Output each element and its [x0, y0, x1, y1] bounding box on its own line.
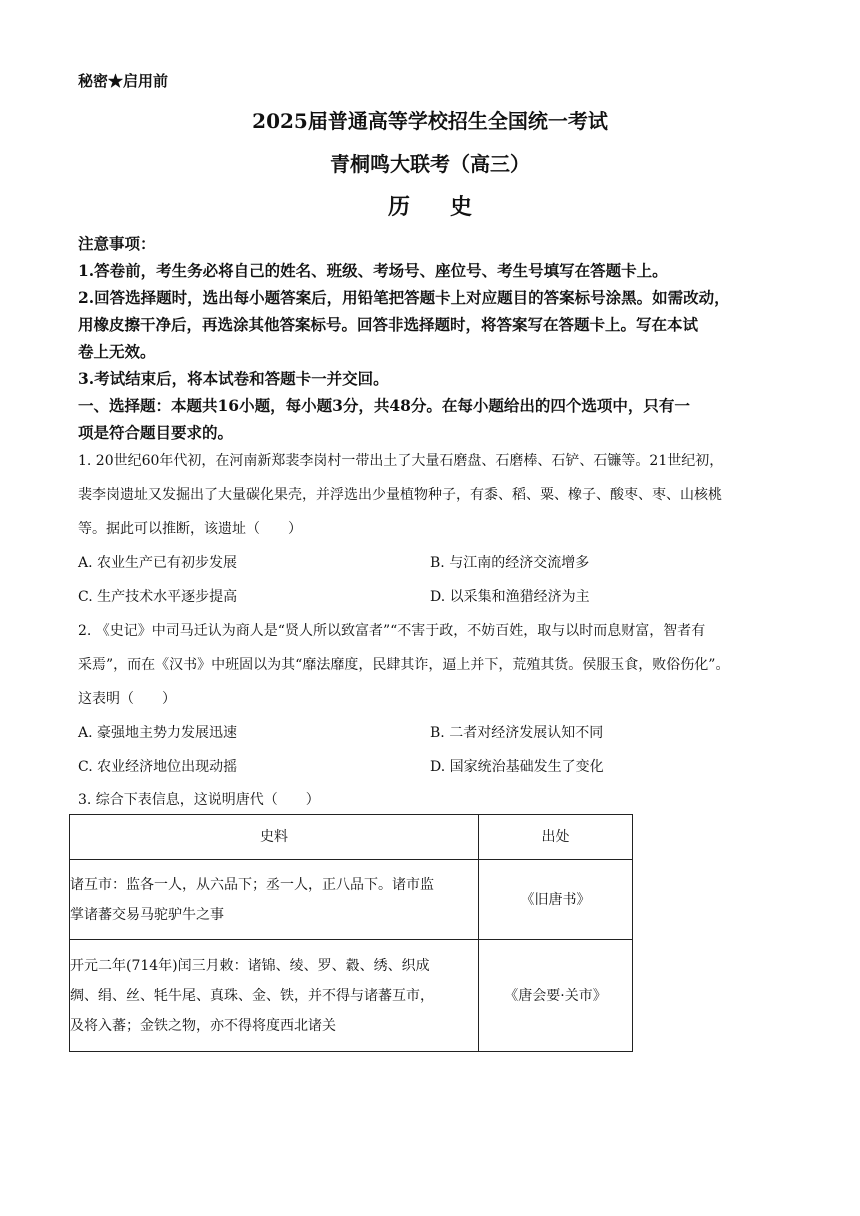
subject-title: 历史	[387, 194, 512, 220]
row2-text-line-3: 及将入蕃；金铁之物，亦不得将度西北诸关	[70, 1017, 336, 1034]
table-cell-source-text	[70, 940, 479, 1052]
q1-stem-line-2: 裴李岗遗址又发掘出了大量碳化果壳，并浮选出少量植物种子，有黍、稻、粟、橡子、酸枣、枣、山核桃	[78, 487, 722, 503]
table-cell-origin: 《旧唐书》	[479, 860, 633, 940]
note-2-line-3: 卷上无效。	[78, 342, 156, 361]
table-row	[70, 940, 633, 1052]
source-table	[69, 814, 633, 1052]
q3-stem: 3. 综合下表信息，这说明唐代（ ）	[78, 792, 320, 808]
table-cell-source-text	[70, 860, 479, 940]
notes-heading: 注意事项：	[78, 234, 156, 253]
q2-option-c: C. 农业经济地位出现动摇	[78, 759, 238, 775]
section-heading-line-2: 项是符合题目要求的。	[78, 423, 234, 442]
q1-option-b: B. 与江南的经济交流增多	[430, 555, 590, 571]
table-header-source-text: 史料	[70, 815, 479, 860]
q2-option-a: A. 豪强地主势力发展迅速	[78, 725, 238, 741]
q2-stem-line-2: 采焉”，而在《汉书》中班固以为其“靡法靡度，民肆其诈，逼上并下，荒殖其货。侯服玉食，败俗伤化”。	[78, 657, 730, 673]
confidential-mark: 秘密★启用前	[78, 72, 169, 90]
note-2-line-2: 用橡皮擦干净后，再选涂其他答案标号。回答非选择题时，将答案写在答题卡上。写在本试	[78, 315, 699, 334]
table-header-row	[70, 815, 633, 860]
q1-option-a: A. 农业生产已有初步发展	[78, 555, 238, 571]
exam-subtitle: 青桐鸣大联考（高三）	[330, 152, 530, 176]
table-cell-origin: 《唐会要·关市》	[479, 940, 633, 1052]
q2-stem-line-3: 这表明（ ）	[78, 691, 176, 707]
q1-stem-line-1: 1. 20世纪60年代初，在河南新郑裴李岗村一带出土了大量石磨盘、石磨棒、石铲、石镰等。21世纪初，	[78, 453, 724, 469]
q1-option-c: C. 生产技术水平逐步提高	[78, 589, 238, 605]
q1-stem-line-3: 等。据此可以推断，该遗址（ ）	[78, 521, 302, 537]
note-1: 1.答卷前，考生务必将自己的姓名、班级、考场号、座位号、考生号填写在答题卡上。	[78, 261, 668, 280]
q2-option-b: B. 二者对经济发展认知不同	[430, 725, 604, 741]
row2-text-line-1: 开元二年(714年)闰三月敕：诸锦、绫、罗、縠、绣、织成	[70, 957, 430, 974]
q1-option-d: D. 以采集和渔猎经济为主	[430, 589, 590, 605]
note-3: 3.考试结束后，将本试卷和答题卡一并交回。	[78, 369, 389, 388]
note-2-line-1: 2.回答选择题时，选出每小题答案后，用铅笔把答题卡上对应题目的答案标号涂黑。如需改动，	[78, 288, 730, 307]
q2-option-d: D. 国家统治基础发生了变化	[430, 759, 604, 775]
row2-text-line-2: 绸、绢、丝、牦牛尾、真珠、金、铁，并不得与诸蕃互市，	[70, 987, 434, 1004]
q2-stem-line-1: 2. 《史记》中司马迁认为商人是“贤人所以致富者”“不害于政，不妨百姓，取与以时而息财富，智者有	[78, 623, 706, 639]
exam-title: 2025届普通高等学校招生全国统一考试	[252, 109, 608, 133]
table-row	[70, 860, 633, 940]
table-header-origin: 出处	[479, 815, 633, 860]
row1-text-line-2: 掌诸蕃交易马驼驴牛之事	[70, 906, 224, 923]
section-heading-line-1: 一、选择题：本题共16小题，每小题3分，共48分。在每小题给出的四个选项中，只有一	[78, 396, 690, 415]
row1-text-line-1: 诸互市：监各一人，从六品下；丞一人，正八品下。诸市监	[70, 876, 434, 893]
